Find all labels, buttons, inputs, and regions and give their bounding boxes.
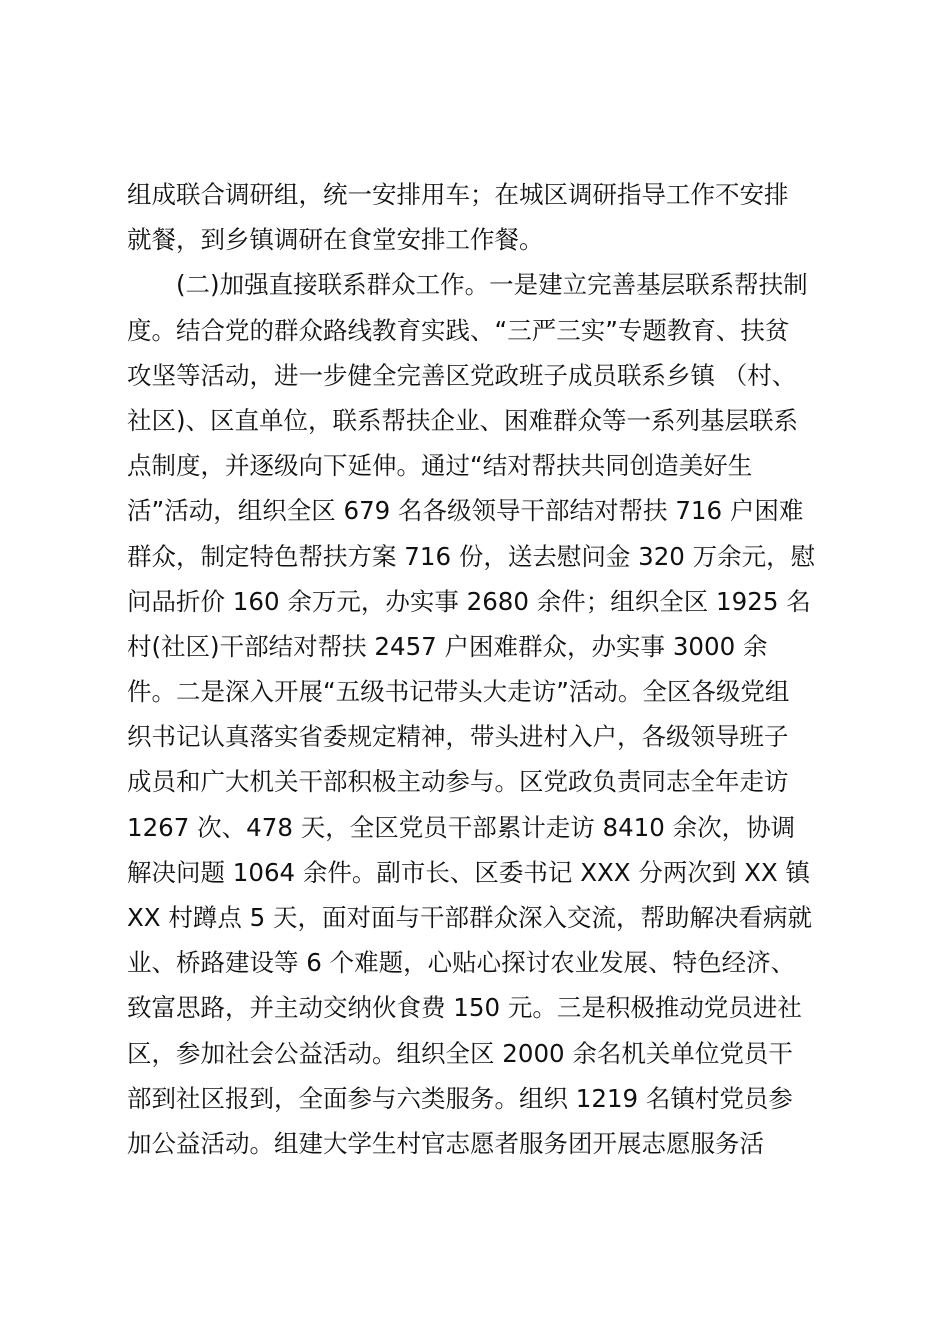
text-line: 社区)、区直单位，联系帮扶企业、困难群众等一系列基层联系	[127, 405, 799, 435]
text-line: 成员和广大机关干部积极主动参与。区党政负责同志全年走访	[127, 767, 789, 797]
text-line: 攻坚等活动，进一步健全完善区党政班子成员联系乡镇 （村、	[127, 360, 797, 390]
text-line: 织书记认真落实省委规定精神，带头进村入户，各级领导班子	[127, 722, 789, 752]
text-line: 解决问题 1064 余件。副市长、区委书记 XXX 分两次到 XX 镇	[127, 857, 810, 887]
text-line: 致富思路，并主动交纳伙食费 150 元。三是积极推动党员进社	[127, 993, 802, 1023]
text-line: 业、桥路建设等 6 个难题，心贴心探讨农业发展、特色经济、	[127, 948, 796, 978]
text-line: 加公益活动。组建大学生村官志愿者服务团开展志愿服务活	[127, 1128, 764, 1158]
text-line: 件。二是深入开展“五级书记带头大走访”活动。全区各级党组	[127, 677, 790, 707]
text-line: 部到社区报到，全面参与六类服务。组织 1219 名镇村党员参	[127, 1083, 793, 1113]
body-text	[127, 172, 827, 1166]
text-line: 点制度，并逐级向下延伸。通过“结对帮扶共同创造美好生	[127, 451, 753, 481]
text-line: 活”活动，组织全区 679 名各级领导干部结对帮扶 716 户困难	[127, 496, 804, 526]
text-line: 就餐，到乡镇调研在食堂安排工作餐。	[127, 225, 544, 255]
text-line: 度。结合党的群众路线教育实践、“三严三实”专题教育、扶贫	[127, 315, 790, 345]
paragraph-start-line: (二)加强直接联系群众工作。一是建立完善基层联系帮扶制	[127, 270, 808, 300]
text-line: 村(社区)干部结对帮扶 2457 户困难群众，办实事 3000 余	[127, 631, 768, 661]
text-line: 组成联合调研组，统一安排用车；在城区调研指导工作不安排	[127, 180, 789, 209]
text-line: 问品折价 160 余万元，办实事 2680 余件；组织全区 1925 名	[127, 586, 811, 616]
text-line: 群众，制定特色帮扶方案 716 份，送去慰问金 320 万余元，慰	[127, 541, 816, 571]
text-line: XX 村蹲点 5 天，面对面与干部群众深入交流，帮助解决看病就	[127, 903, 813, 932]
text-line: 区，参加社会公益活动。组织全区 2000 余名机关单位党员干	[127, 1038, 793, 1068]
text-line: 1267 次、478 天，全区党员干部累计走访 8410 余次，协调	[127, 812, 796, 842]
